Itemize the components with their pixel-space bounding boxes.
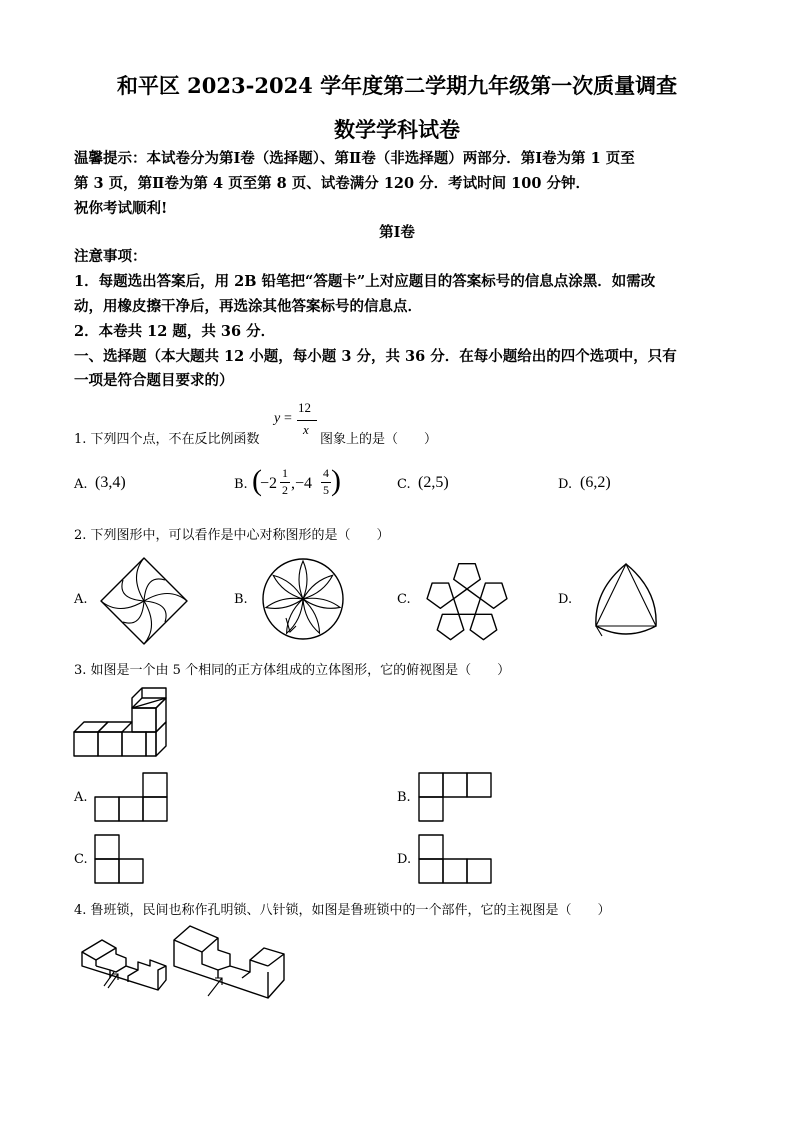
q1-option-b-value <box>252 464 342 504</box>
q1-option-a-value: (3,4) <box>95 474 126 491</box>
notice-title: 注意事项： <box>74 248 147 265</box>
right-paren: ) <box>331 464 341 497</box>
q1-b-den1: 2 <box>282 483 288 497</box>
q1-stem-before: 1. 下列四个点，不在反比例函数 <box>74 432 260 447</box>
q1-option-c-value: (2,5) <box>418 474 449 491</box>
q1-b-mid: ,−4 <box>291 475 313 492</box>
left-paren: ( <box>252 464 262 497</box>
q1-b-num2: 4 <box>323 466 329 480</box>
q1-formula-y: y <box>274 411 281 426</box>
q1-formula-eq: = <box>284 411 292 426</box>
q2-option-a-figure <box>99 556 189 646</box>
q1-b-num1: 1 <box>282 466 288 480</box>
q2-option-b-figure <box>260 556 346 642</box>
q1-option-b-label[interactable]: B. <box>234 477 248 492</box>
part-heading: 第Ⅰ卷 <box>379 224 415 241</box>
q1-stem-after: 图象上的是（ ） <box>320 432 438 447</box>
intro-line-3: 祝你考试顺利! <box>74 200 168 217</box>
intro-line-2: 第 3 页，第Ⅱ卷为第 4 页至第 8 页、试卷满分 120 分．考试时间 100 分钟． <box>74 175 591 192</box>
q4-stem: 4. 鲁班锁，民间也称作孔明锁、八针锁，如图是鲁班锁中的一个部件，它的主视图是（ ） <box>74 903 611 918</box>
exam-title: 和平区 2023-2024 学年度第二学期九年级第一次质量调查 <box>116 73 678 98</box>
q3-option-a-figure <box>94 771 170 823</box>
q2-option-d-figure <box>588 560 664 640</box>
q1-formula-denominator: x <box>303 422 309 437</box>
q3-option-b-figure <box>418 771 496 823</box>
q1-b-int1: −2 <box>260 475 278 492</box>
q3-option-a-label[interactable]: A. <box>74 790 88 805</box>
section-heading-line-2: 一项是符合题目要求的） <box>74 372 234 389</box>
notice-2: 2．本卷共 12 题，共 36 分． <box>74 323 276 340</box>
q2-option-b-label[interactable]: B. <box>234 592 248 607</box>
notice-1-line-2: 动，用橡皮擦干净后，再选涂其他答案标号的信息点． <box>74 298 422 315</box>
exam-subtitle: 数学学科试卷 <box>334 117 460 142</box>
q3-option-d-label[interactable]: D. <box>397 852 412 867</box>
q1-option-a-label[interactable]: A. <box>74 477 88 492</box>
q1-option-d-label[interactable]: D. <box>558 477 573 492</box>
q1-formula-numerator: 12 <box>298 400 311 415</box>
intro-line-1: 温馨提示：本试卷分为第Ⅰ卷（选择题）、第Ⅱ卷（非选择题）两部分．第Ⅰ卷为第 1 页至 <box>74 150 635 167</box>
q1-formula <box>272 400 322 442</box>
q3-stem: 3. 如图是一个由 5 个相同的正方体组成的立体图形，它的俯视图是（ ） <box>74 663 511 678</box>
q1-fraction-bar <box>297 420 317 421</box>
q4-lock-part-large <box>172 924 292 1000</box>
q4-lock-part-small <box>78 932 170 994</box>
q3-option-b-label[interactable]: B. <box>397 790 411 805</box>
q1-option-c-label[interactable]: C. <box>397 477 411 492</box>
section-heading-line-1: 一、选择题（本大题共 12 小题，每小题 3 分，共 36 分．在每小题给出的四个选项中，只有 <box>74 348 677 365</box>
q3-option-c-figure <box>94 833 150 885</box>
q1-option-d-value: (6,2) <box>580 474 611 491</box>
q2-option-a-label[interactable]: A. <box>74 592 88 607</box>
q3-option-c-label[interactable]: C. <box>74 852 88 867</box>
q1-b-den2: 5 <box>323 483 329 497</box>
q2-option-d-label[interactable]: D. <box>558 592 573 607</box>
q2-stem: 2. 下列图形中，可以看作是中心对称图形的是（ ） <box>74 528 390 543</box>
q3-option-d-figure <box>418 833 496 885</box>
q2-option-c-figure <box>422 556 512 646</box>
q2-option-c-label[interactable]: C. <box>397 592 411 607</box>
notice-1-line-1: 1．每题选出答案后，用 2B 铅笔把“答题卡”上对应题目的答案标号的信息点涂黑．如需改 <box>74 273 656 290</box>
q3-solid-figure <box>72 688 172 758</box>
